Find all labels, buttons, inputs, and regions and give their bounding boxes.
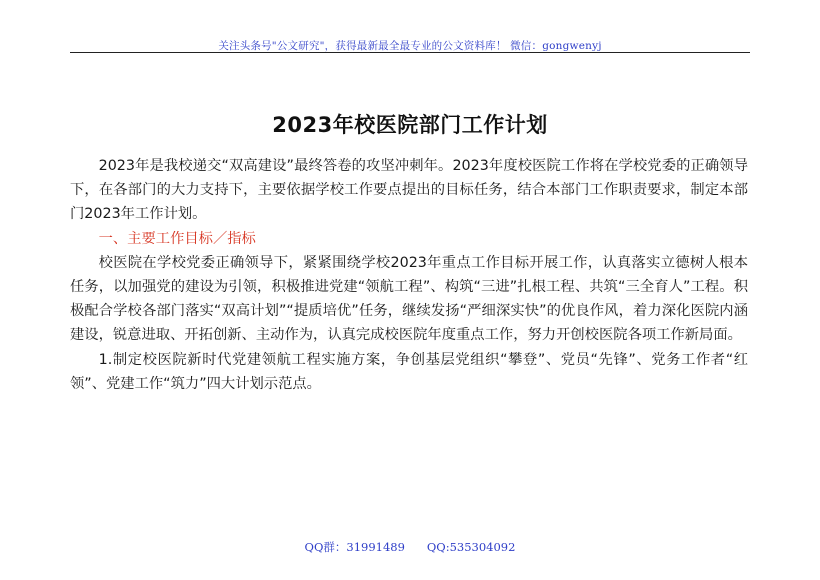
- goals-paragraph: 校医院在学校党委正确领导下，紧紧围绕学校2023年重点工作目标开展工作，认真落实立德树人根本任务，以加强党的建设为引领，积极推进党建“领航工程”、构筑“三进”扎根工程、共筑“三全育人”工程。积极配合学校各部门落实“双高计划”“提质培优”任务，继续发扬“严细深实快”的优良作风，着力深化医院内涵建设，锐意进取、开拓创新、主动作为，认真完成校医院年度重点工作，努力开创校医院各项工作新局面。: [70, 254, 748, 344]
- header-promo-note: 关注头条号"公文研究"，获得最新最全最专业的公文资料库！ 微信：gongwenyj: [218, 40, 602, 52]
- footer-contact: [70, 539, 750, 555]
- footer-qq-group: QQ群：31991489: [304, 540, 405, 554]
- intro-paragraph: 2023年是我校递交“双高建设”最终答卷的攻坚冲刺年。2023年度校医院工作将在学校党委的正确领导下，在各部门的大力支持下，主要依据学校工作要点提出的目标任务，结合本部门工作职责要求，制定本部门2023年工作计划。: [70, 158, 748, 223]
- document-body: [70, 154, 748, 396]
- header-divider: [70, 52, 750, 53]
- document-title: 2023年校医院部门工作计划: [272, 113, 548, 137]
- footer-qq: QQ:535304092: [426, 540, 516, 554]
- item-1-paragraph: 1.制定校医院新时代党建领航工程实施方案，争创基层党组织“攀登”、党员“先锋”、党务工作者“红领”、党建工作“筑力”四大计划示范点。: [70, 351, 748, 392]
- section-heading-main-goals: 一、主要工作目标／指标: [98, 230, 256, 247]
